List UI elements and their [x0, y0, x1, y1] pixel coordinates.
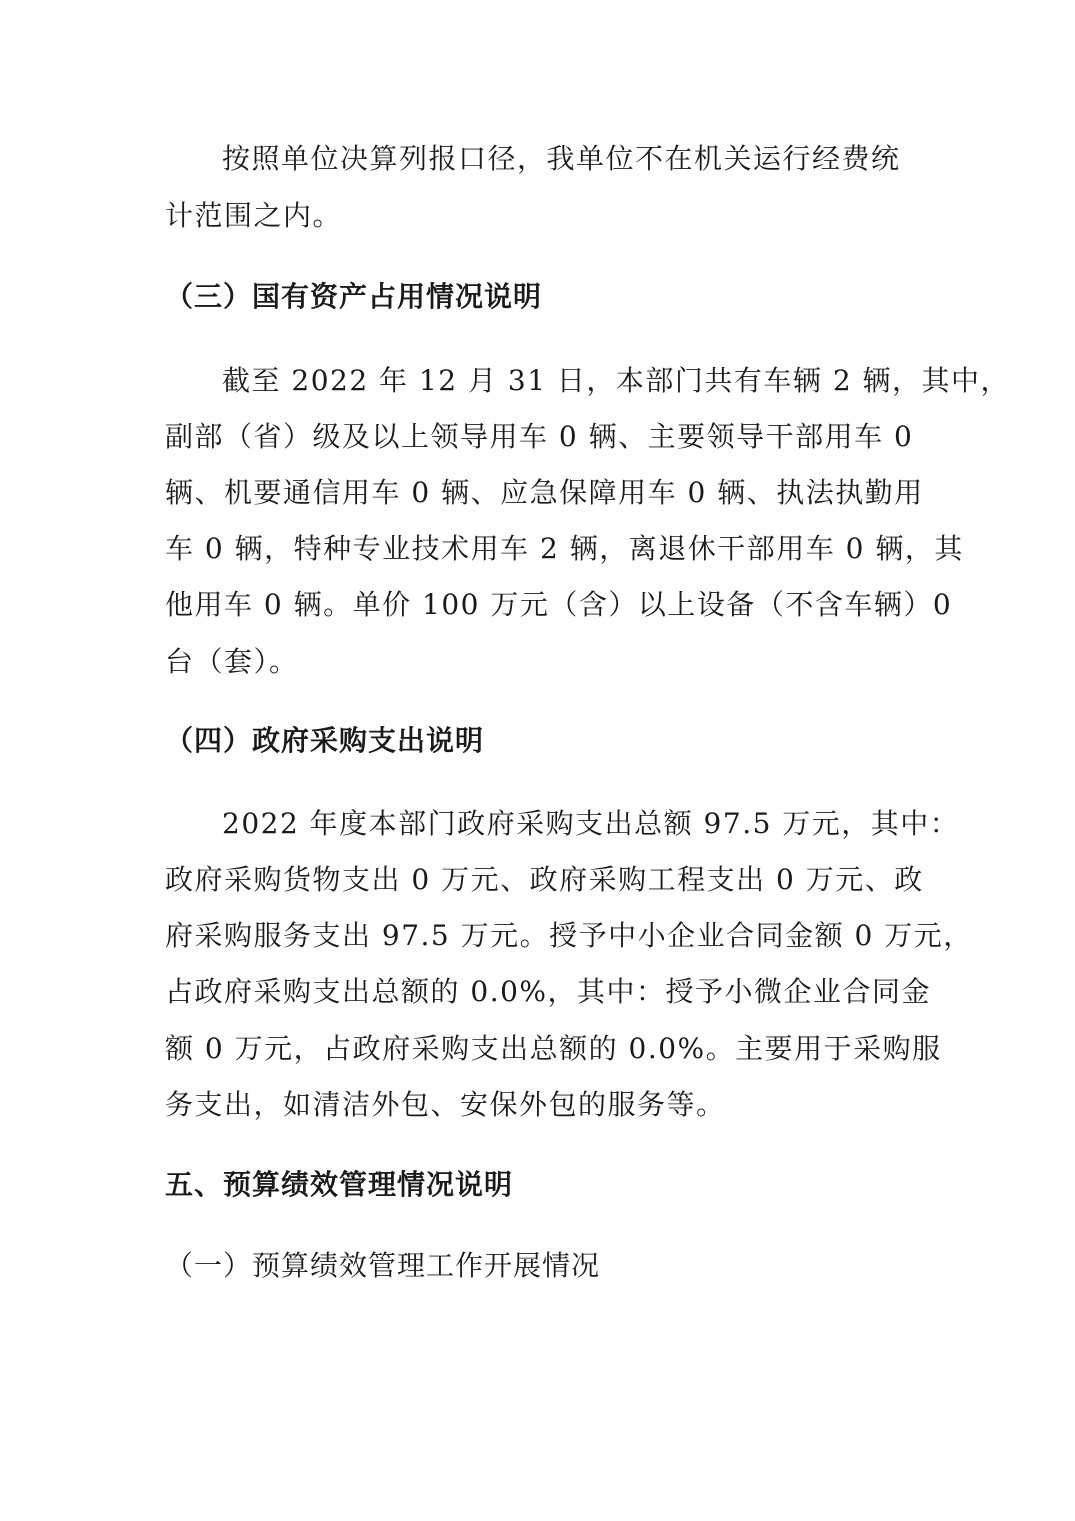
- paragraph-line: 辆、机要通信用车 0 辆、应急保障用车 0 辆、执法执勤用: [165, 476, 924, 509]
- paragraph-line: 车 0 辆，特种专业技术用车 2 辆，离退休干部用车 0 辆，其: [165, 532, 964, 565]
- paragraph-line: 政府采购货物支出 0 万元、政府采购工程支出 0 万元、政: [165, 863, 924, 896]
- paragraph-line: 他用车 0 辆。单价 100 万元（含）以上设备（不含车辆）0: [165, 588, 953, 621]
- paragraph-line: 府采购服务支出 97.5 万元。授予中小企业合同金额 0 万元，: [165, 919, 973, 952]
- paragraph-line: 占政府采购支出总额的 0.0%，其中：授予小微企业合同金: [165, 975, 932, 1008]
- paragraph-line: 台（套）。: [165, 645, 299, 678]
- paragraph-line: 额 0 万元，占政府采购支出总额的 0.0%。主要用于采购服: [165, 1032, 942, 1065]
- paragraph-line: 截至 2022 年 12 月 31 日，本部门共有车辆 2 辆，其中，: [222, 364, 1011, 397]
- paragraph-line: 按照单位决算列报口径，我单位不在机关运行经费统: [222, 142, 901, 175]
- paragraph-line: 2022 年度本部门政府采购支出总额 97.5 万元，其中：: [222, 807, 960, 840]
- subsection-heading-5-1: （一）预算绩效管理工作开展情况: [165, 1249, 601, 1282]
- paragraph-line: 副部（省）级及以上领导用车 0 辆、主要领导干部用车 0: [165, 420, 914, 453]
- section-heading-5: 五、预算绩效管理情况说明: [165, 1168, 514, 1201]
- section-heading-4: （四）政府采购支出说明: [165, 724, 485, 757]
- section-heading-3: （三）国有资产占用情况说明: [165, 280, 543, 313]
- paragraph-line: 计范围之内。: [165, 199, 343, 232]
- paragraph-line: 务支出，如清洁外包、安保外包的服务等。: [165, 1088, 726, 1121]
